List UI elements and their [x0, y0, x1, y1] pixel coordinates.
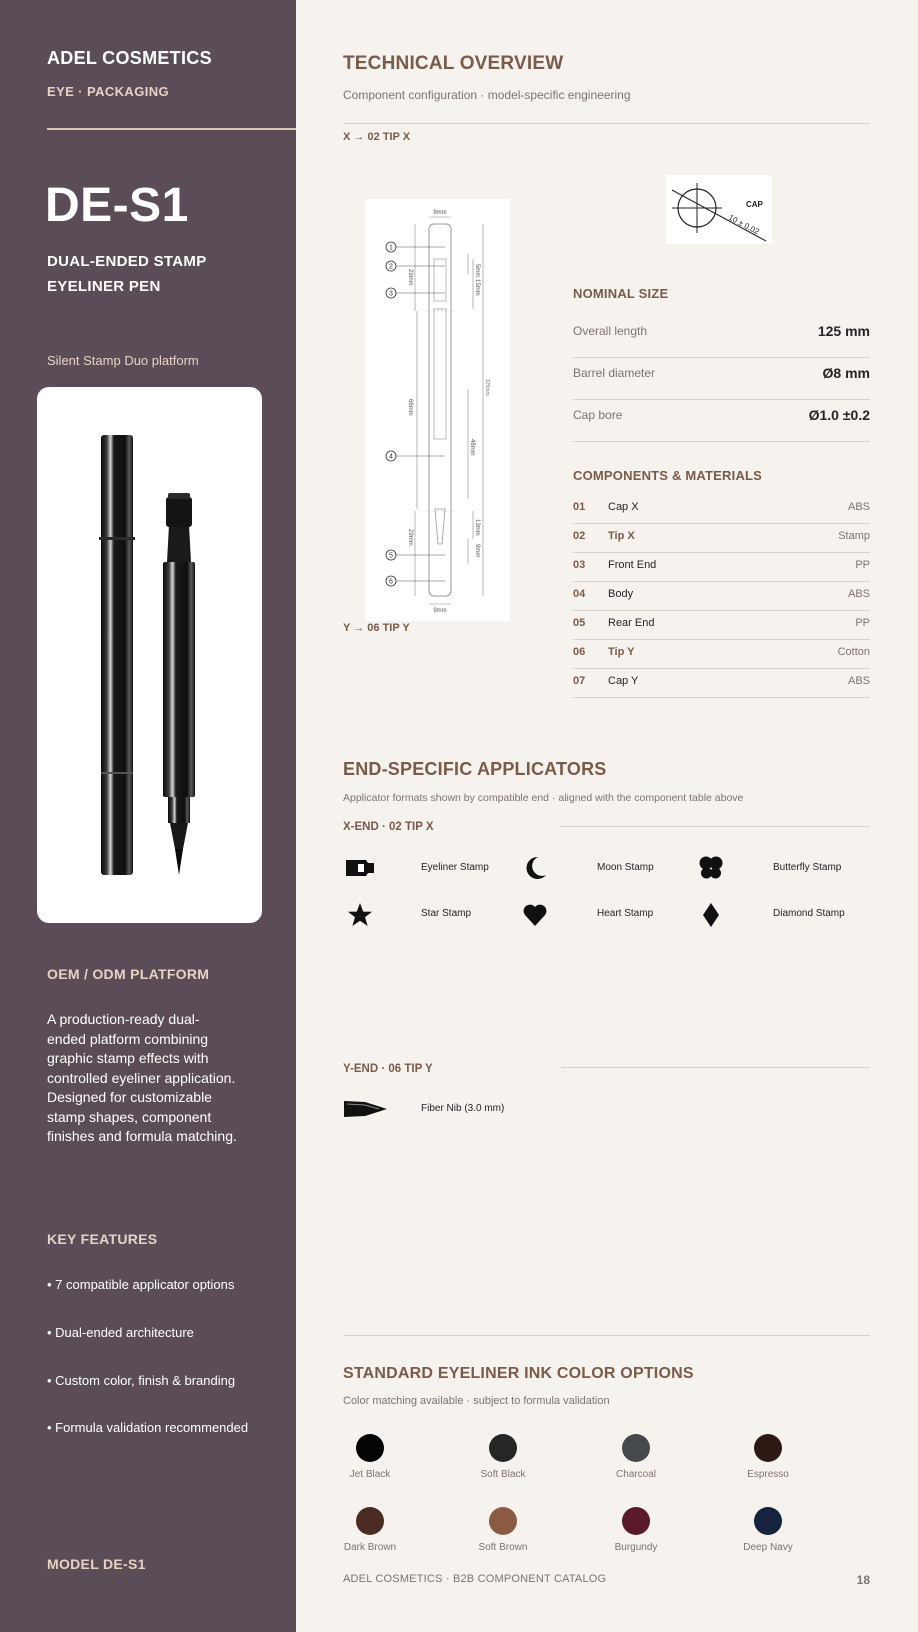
- component-material: Cotton: [837, 646, 870, 658]
- feature-item: • Dual-ended architecture: [47, 1325, 194, 1340]
- diamond-icon: [694, 900, 728, 930]
- sidebar: [0, 0, 296, 1632]
- color-name: Soft Brown: [478, 1542, 528, 1553]
- eyeliner-pen-illustration: [37, 387, 262, 923]
- product-image: [37, 387, 262, 923]
- dim-label: 15mm: [474, 279, 480, 296]
- sidebar-divider: [47, 128, 296, 130]
- sidebar-footer: MODEL DE-S1: [47, 1556, 146, 1572]
- cap-bore-diagram: [666, 175, 772, 244]
- component-material: PP: [855, 559, 870, 571]
- feature-item: • Formula validation recommended: [47, 1420, 249, 1435]
- key-features-title: KEY FEATURES: [47, 1231, 158, 1247]
- color-name: Charcoal: [615, 1469, 657, 1480]
- feature-item: • Custom color, finish & branding: [47, 1373, 236, 1388]
- color-name: Espresso: [747, 1469, 789, 1480]
- nominal-value: Ø1.0 ±0.2: [808, 407, 870, 423]
- component-name: Front End: [608, 559, 657, 571]
- component-material: ABS: [847, 501, 870, 513]
- component-name: Cap Y: [608, 675, 639, 687]
- component-name: Cap X: [608, 501, 639, 513]
- component-number: 05: [573, 617, 586, 629]
- butterfly-icon: [694, 853, 728, 883]
- color-swatch: [356, 1434, 384, 1462]
- components-title: COMPONENTS & MATERIALS: [573, 468, 763, 483]
- callout-label: 2: [389, 263, 393, 271]
- applicator-label: Fiber Nib (3.0 mm): [421, 1103, 505, 1114]
- callout-label: 5: [389, 552, 393, 560]
- applicator-label: Star Stamp: [421, 908, 472, 919]
- component-row: [573, 582, 870, 611]
- component-number: 06: [573, 646, 586, 658]
- eyeliner-stamp-icon: [343, 853, 377, 883]
- callout-label: 1: [389, 244, 393, 252]
- color-swatch: [356, 1507, 384, 1535]
- component-material: ABS: [847, 675, 870, 687]
- y-end-label: Y-END · 06 TIP Y: [343, 1063, 433, 1075]
- applicator-label: Eyeliner Stamp: [421, 862, 489, 873]
- nominal-size-title: NOMINAL SIZE: [573, 286, 669, 301]
- nominal-row: [573, 400, 870, 442]
- callout-label: 3: [389, 290, 393, 298]
- callout-label: 6: [389, 578, 393, 586]
- feature-item: • 7 compatible applicator options: [47, 1277, 235, 1292]
- nominal-row: [573, 316, 870, 358]
- component-row: [573, 495, 870, 524]
- dim-label: 9mm: [433, 210, 447, 216]
- color-name: Deep Navy: [743, 1542, 793, 1553]
- dim-label: 66mm: [407, 399, 413, 416]
- fiber-nib-icon: [343, 1094, 389, 1124]
- moon-icon: [518, 853, 552, 883]
- cap-label: CAP: [746, 200, 763, 209]
- applicators-subtitle: Applicator formats shown by compatible end · aligned with the component table above: [343, 792, 744, 804]
- star-icon: [343, 900, 377, 930]
- dim-label: 13mm: [474, 519, 480, 536]
- component-material: PP: [855, 617, 870, 629]
- pen-dimension-diagram: [365, 199, 510, 621]
- model-name: DUAL-ENDED STAMP EYELINER PEN: [47, 253, 207, 295]
- dim-label: 9mm: [474, 544, 480, 558]
- dim-label: 29mm: [407, 269, 413, 286]
- cap-dimension: 10 ± 0.02: [727, 212, 761, 237]
- color-name: Jet Black: [349, 1469, 391, 1480]
- component-name: Rear End: [608, 617, 655, 629]
- page-number: 18: [856, 1573, 870, 1587]
- dim-label: 5mm: [474, 264, 480, 278]
- nominal-label: Overall length: [573, 324, 648, 338]
- nominal-value: 125 mm: [817, 323, 870, 339]
- nominal-row: [573, 358, 870, 400]
- applicator-label: Diamond Stamp: [773, 908, 845, 919]
- component-row: [573, 611, 870, 640]
- cap-diagram: [666, 175, 772, 244]
- colors-subtitle: Color matching available · subject to formula validation: [343, 1395, 610, 1407]
- technical-overview-title: TECHNICAL OVERVIEW: [343, 53, 564, 74]
- component-row: [573, 524, 870, 553]
- component-row: [573, 669, 870, 698]
- dim-label: 125mm: [484, 379, 490, 396]
- technical-drawing: [365, 199, 510, 621]
- component-number: 01: [573, 501, 586, 513]
- color-swatch: [489, 1434, 517, 1462]
- component-name: Tip X: [608, 530, 635, 542]
- component-number: 07: [573, 675, 586, 687]
- nominal-label: Barrel diameter: [573, 366, 656, 380]
- oem-description: A production-ready dual-ended platform combining graphic stamp effects with controlled eyeliner application. Designed for customizable stamp shapes, component finishes and formula matching.: [47, 1011, 237, 1144]
- platform-name: Silent Stamp Duo platform: [47, 353, 199, 368]
- color-swatch: [622, 1434, 650, 1462]
- component-number: 03: [573, 559, 586, 571]
- color-swatch: [622, 1507, 650, 1535]
- component-row: [573, 553, 870, 582]
- technical-overview-subtitle: Component configuration · model-specific engineering: [343, 88, 631, 102]
- color-name: Burgundy: [614, 1542, 658, 1553]
- catalog-footer: ADEL COSMETICS · B2B COMPONENT CATALOG: [343, 1573, 607, 1585]
- component-number: 02: [573, 530, 586, 542]
- dim-label: 9mm: [433, 608, 447, 614]
- applicator-label: Heart Stamp: [597, 908, 654, 919]
- x-end-label: X-END · 02 TIP X: [343, 821, 434, 833]
- x-end-marker: X → 02 TIP X: [343, 131, 411, 143]
- color-swatch: [489, 1507, 517, 1535]
- component-material: ABS: [847, 588, 870, 600]
- model-code: DE-S1: [45, 179, 189, 232]
- component-number: 04: [573, 588, 586, 600]
- applicator-label: Butterfly Stamp: [773, 862, 842, 873]
- section-divider: [343, 123, 870, 124]
- component-name: Tip Y: [608, 646, 635, 658]
- dim-label: 29mm: [407, 529, 413, 546]
- applicators-title: END-SPECIFIC APPLICATORS: [343, 759, 607, 779]
- x-end-divider: [561, 826, 870, 827]
- nominal-value: Ø8 mm: [822, 365, 870, 381]
- nominal-label: Cap bore: [573, 408, 623, 422]
- y-end-divider: [561, 1067, 870, 1068]
- component-material: Stamp: [838, 530, 870, 542]
- colors-title: STANDARD EYELINER INK COLOR OPTIONS: [343, 1365, 694, 1382]
- heart-icon: [518, 900, 552, 930]
- color-name: Dark Brown: [343, 1542, 397, 1553]
- dim-label: 48mm: [469, 439, 475, 456]
- oem-title: OEM / ODM PLATFORM: [47, 966, 210, 982]
- color-swatch: [754, 1507, 782, 1535]
- brand-name: ADEL COSMETICS: [47, 48, 212, 68]
- color-name: Soft Black: [480, 1469, 526, 1480]
- applicator-label: Moon Stamp: [597, 862, 654, 873]
- color-swatch: [754, 1434, 782, 1462]
- component-row: [573, 640, 870, 669]
- callout-label: 4: [389, 453, 393, 461]
- component-name: Body: [608, 588, 634, 600]
- section-divider: [343, 1335, 870, 1336]
- y-end-marker: Y → 06 TIP Y: [343, 622, 410, 634]
- category-label: EYE · PACKAGING: [47, 84, 170, 99]
